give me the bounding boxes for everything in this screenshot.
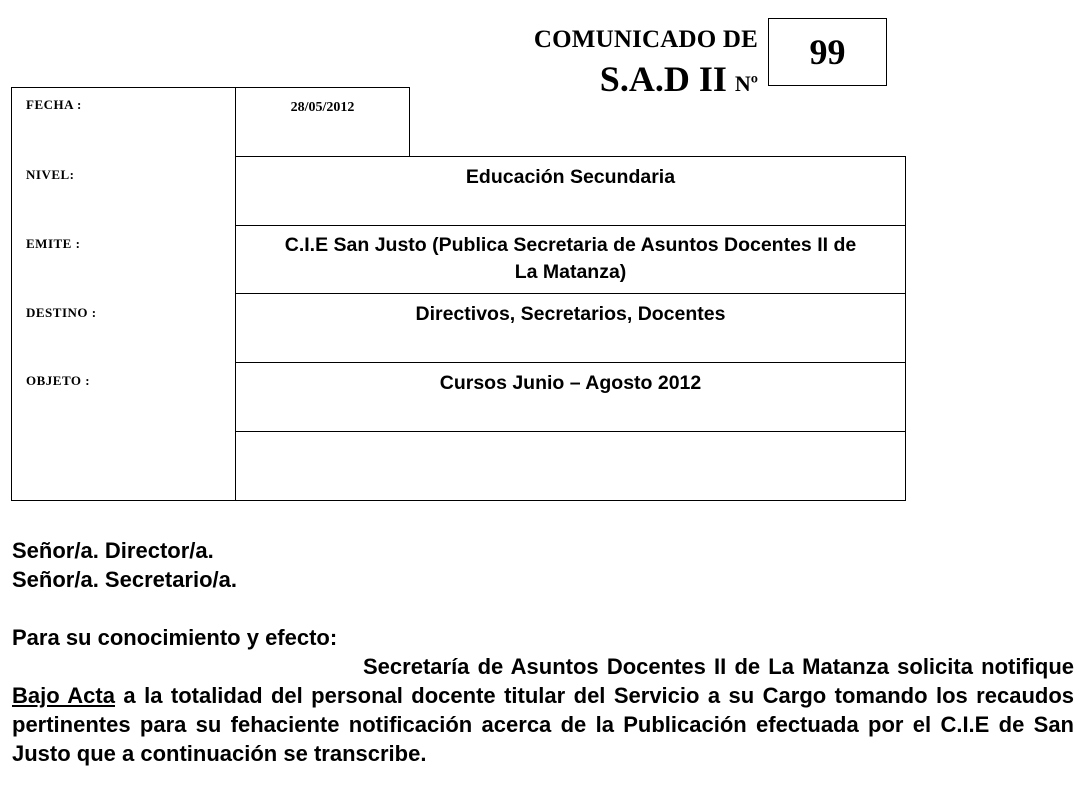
communique-number: 99	[809, 32, 846, 72]
main-paragraph	[12, 652, 1074, 768]
row-divider	[235, 225, 906, 226]
form-label-column	[11, 87, 236, 501]
header-number-label: Nº	[734, 71, 758, 96]
intro-line: Para su conocimiento y efecto:	[12, 625, 338, 650]
row-divider	[235, 362, 906, 363]
emite-value-line2: La Matanza)	[514, 261, 627, 283]
header-sad-label: S.A.D II	[599, 59, 727, 99]
salutation-director: Señor/a. Director/a.	[12, 538, 214, 563]
emite-value-line1: C.I.E San Justo (Publica Secretaria de Asuntos Docentes II de	[284, 234, 857, 256]
bajo-acta-text: Bajo Acta	[12, 683, 115, 708]
header-title-line2	[530, 58, 758, 100]
date-cell	[235, 87, 410, 157]
row-divider	[235, 431, 906, 432]
emite-value	[236, 232, 905, 286]
objeto-value: Cursos Junio – Agosto 2012	[439, 372, 702, 394]
row-divider	[235, 293, 906, 294]
header-title-line1: COMUNICADO DE	[533, 26, 758, 53]
objeto-label: OBJETO :	[26, 373, 91, 388]
destino-label: DESTINO :	[26, 305, 97, 320]
nivel-value: Educación Secundaria	[465, 166, 676, 188]
salutation-secretario: Señor/a. Secretario/a.	[12, 567, 237, 592]
fecha-label: FECHA :	[26, 97, 82, 112]
communique-number-box	[768, 18, 887, 86]
form-value-area	[235, 156, 906, 501]
emite-label: EMITE :	[26, 236, 81, 251]
nivel-label: NIVEL:	[26, 167, 75, 182]
fecha-value: 28/05/2012	[290, 100, 355, 115]
paragraph-text-part2: a la totalidad del personal docente titular del Servicio a su Cargo tomando los recaudos pertinentes para su fehaciente notificación acerca de la Publicación efectuada por el C.I.E de San Justo que a continuación se transcribe.	[12, 683, 1074, 766]
paragraph-text-part1: Secretaría de Asuntos Docentes II de La Matanza solicita notifique	[363, 654, 1074, 679]
destino-value: Directivos, Secretarios, Docentes	[415, 303, 726, 325]
